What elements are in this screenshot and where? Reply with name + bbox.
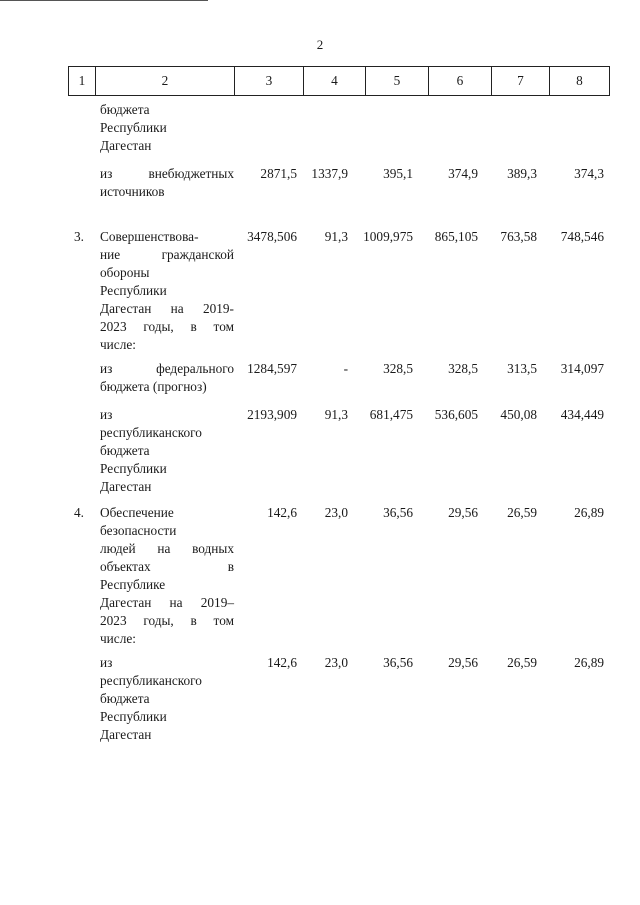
scan-edge-line (0, 0, 208, 1)
cell-col7: 763,58 (500, 229, 537, 244)
cell-col7: 26,59 (507, 505, 537, 520)
cell-col3: 2871,5 (260, 166, 297, 181)
row-label-line: из федерального (100, 361, 234, 376)
row-number: 3. (74, 229, 84, 244)
row-label-line: Республики (100, 461, 167, 476)
cell-col6: 328,5 (448, 361, 478, 376)
cell-col6: 536,605 (434, 407, 478, 422)
page-number: 2 (316, 37, 324, 52)
cell-col8: 374,3 (574, 166, 604, 181)
row-label-line: Дагестан (100, 727, 152, 742)
table-header-row (68, 66, 610, 96)
row-label-line: ние гражданской (100, 247, 234, 262)
column-header-4: 4 (303, 67, 365, 95)
row-label-line: Республике (100, 577, 166, 592)
cell-col7: 313,5 (507, 361, 537, 376)
cell-col4: - (343, 361, 348, 376)
column-header-8: 8 (549, 67, 610, 95)
row-label-line: источников (100, 184, 165, 199)
cell-col6: 29,56 (448, 505, 478, 520)
cell-col7: 450,08 (500, 407, 537, 422)
row-label-line: бюджета (прогноз) (100, 379, 207, 394)
row-label-line: Дагестан (100, 138, 152, 153)
cell-col8: 314,097 (560, 361, 604, 376)
row-label-line: числе: (100, 631, 136, 646)
row-label-line: бюджета (100, 691, 150, 706)
row-label (100, 406, 234, 496)
cell-col8: 748,546 (560, 229, 604, 244)
cell-col6: 865,105 (434, 229, 478, 244)
cell-col3: 2193,909 (247, 407, 297, 422)
cell-col5: 681,475 (369, 407, 413, 422)
cell-col4: 91,3 (324, 229, 348, 244)
row-label (100, 360, 234, 396)
row-number: 4. (74, 505, 84, 520)
cell-col5: 36,56 (383, 505, 413, 520)
column-header-2: 2 (95, 67, 234, 95)
row-label-line: числе: (100, 337, 136, 352)
row-label-line: республиканского (100, 425, 202, 440)
cell-col5: 395,1 (383, 166, 413, 181)
cell-col6: 29,56 (448, 655, 478, 670)
row-label-line: обороны (100, 265, 150, 280)
row-label-line: людей на водных (100, 541, 234, 556)
row-label-line: Совершенствова- (100, 229, 199, 244)
row-label-line: из (100, 407, 113, 422)
cell-col7: 389,3 (507, 166, 537, 181)
cell-col8: 434,449 (560, 407, 604, 422)
column-header-7: 7 (491, 67, 549, 95)
column-header-3: 3 (234, 67, 303, 95)
cell-col4: 1337,9 (311, 166, 348, 181)
cell-col3: 3478,506 (247, 229, 297, 244)
cell-col4: 91,3 (324, 407, 348, 422)
row-label-line: Дагестан на 2019- (100, 301, 234, 316)
column-header-1: 1 (68, 67, 95, 95)
row-label-line: Дагестан (100, 479, 152, 494)
cell-col3: 142,6 (267, 505, 297, 520)
row-label-line: безопасности (100, 523, 177, 538)
row-label-line: Республики (100, 120, 167, 135)
row-label-line: Дагестан на 2019– (100, 595, 234, 610)
row-label-line: Республики (100, 709, 167, 724)
cell-col7: 26,59 (507, 655, 537, 670)
row-label-line: Обеспечение (100, 505, 174, 520)
cell-col4: 23,0 (324, 655, 348, 670)
row-label-line: республиканского (100, 673, 202, 688)
cell-col6: 374,9 (448, 166, 478, 181)
row-label (100, 165, 234, 201)
row-label-line: Республики (100, 283, 167, 298)
row-label-line: бюджета (100, 102, 150, 117)
row-label (100, 504, 234, 648)
cell-col4: 23,0 (324, 505, 348, 520)
cell-col3: 142,6 (267, 655, 297, 670)
column-header-5: 5 (365, 67, 428, 95)
cell-col3: 1284,597 (247, 361, 297, 376)
cell-col5: 1009,975 (363, 229, 413, 244)
row-label (100, 101, 234, 155)
row-label (100, 228, 234, 354)
row-label (100, 654, 234, 744)
column-header-6: 6 (428, 67, 491, 95)
cell-col5: 328,5 (383, 361, 413, 376)
row-label-line: из (100, 655, 113, 670)
cell-col8: 26,89 (574, 505, 604, 520)
row-label-line: из внебюджетных (100, 166, 234, 181)
row-label-line: 2023 годы, в том (100, 613, 234, 628)
row-label-line: бюджета (100, 443, 150, 458)
cell-col8: 26,89 (574, 655, 604, 670)
row-label-line: 2023 годы, в том (100, 319, 234, 334)
cell-col5: 36,56 (383, 655, 413, 670)
row-label-line: объектах в (100, 559, 234, 574)
